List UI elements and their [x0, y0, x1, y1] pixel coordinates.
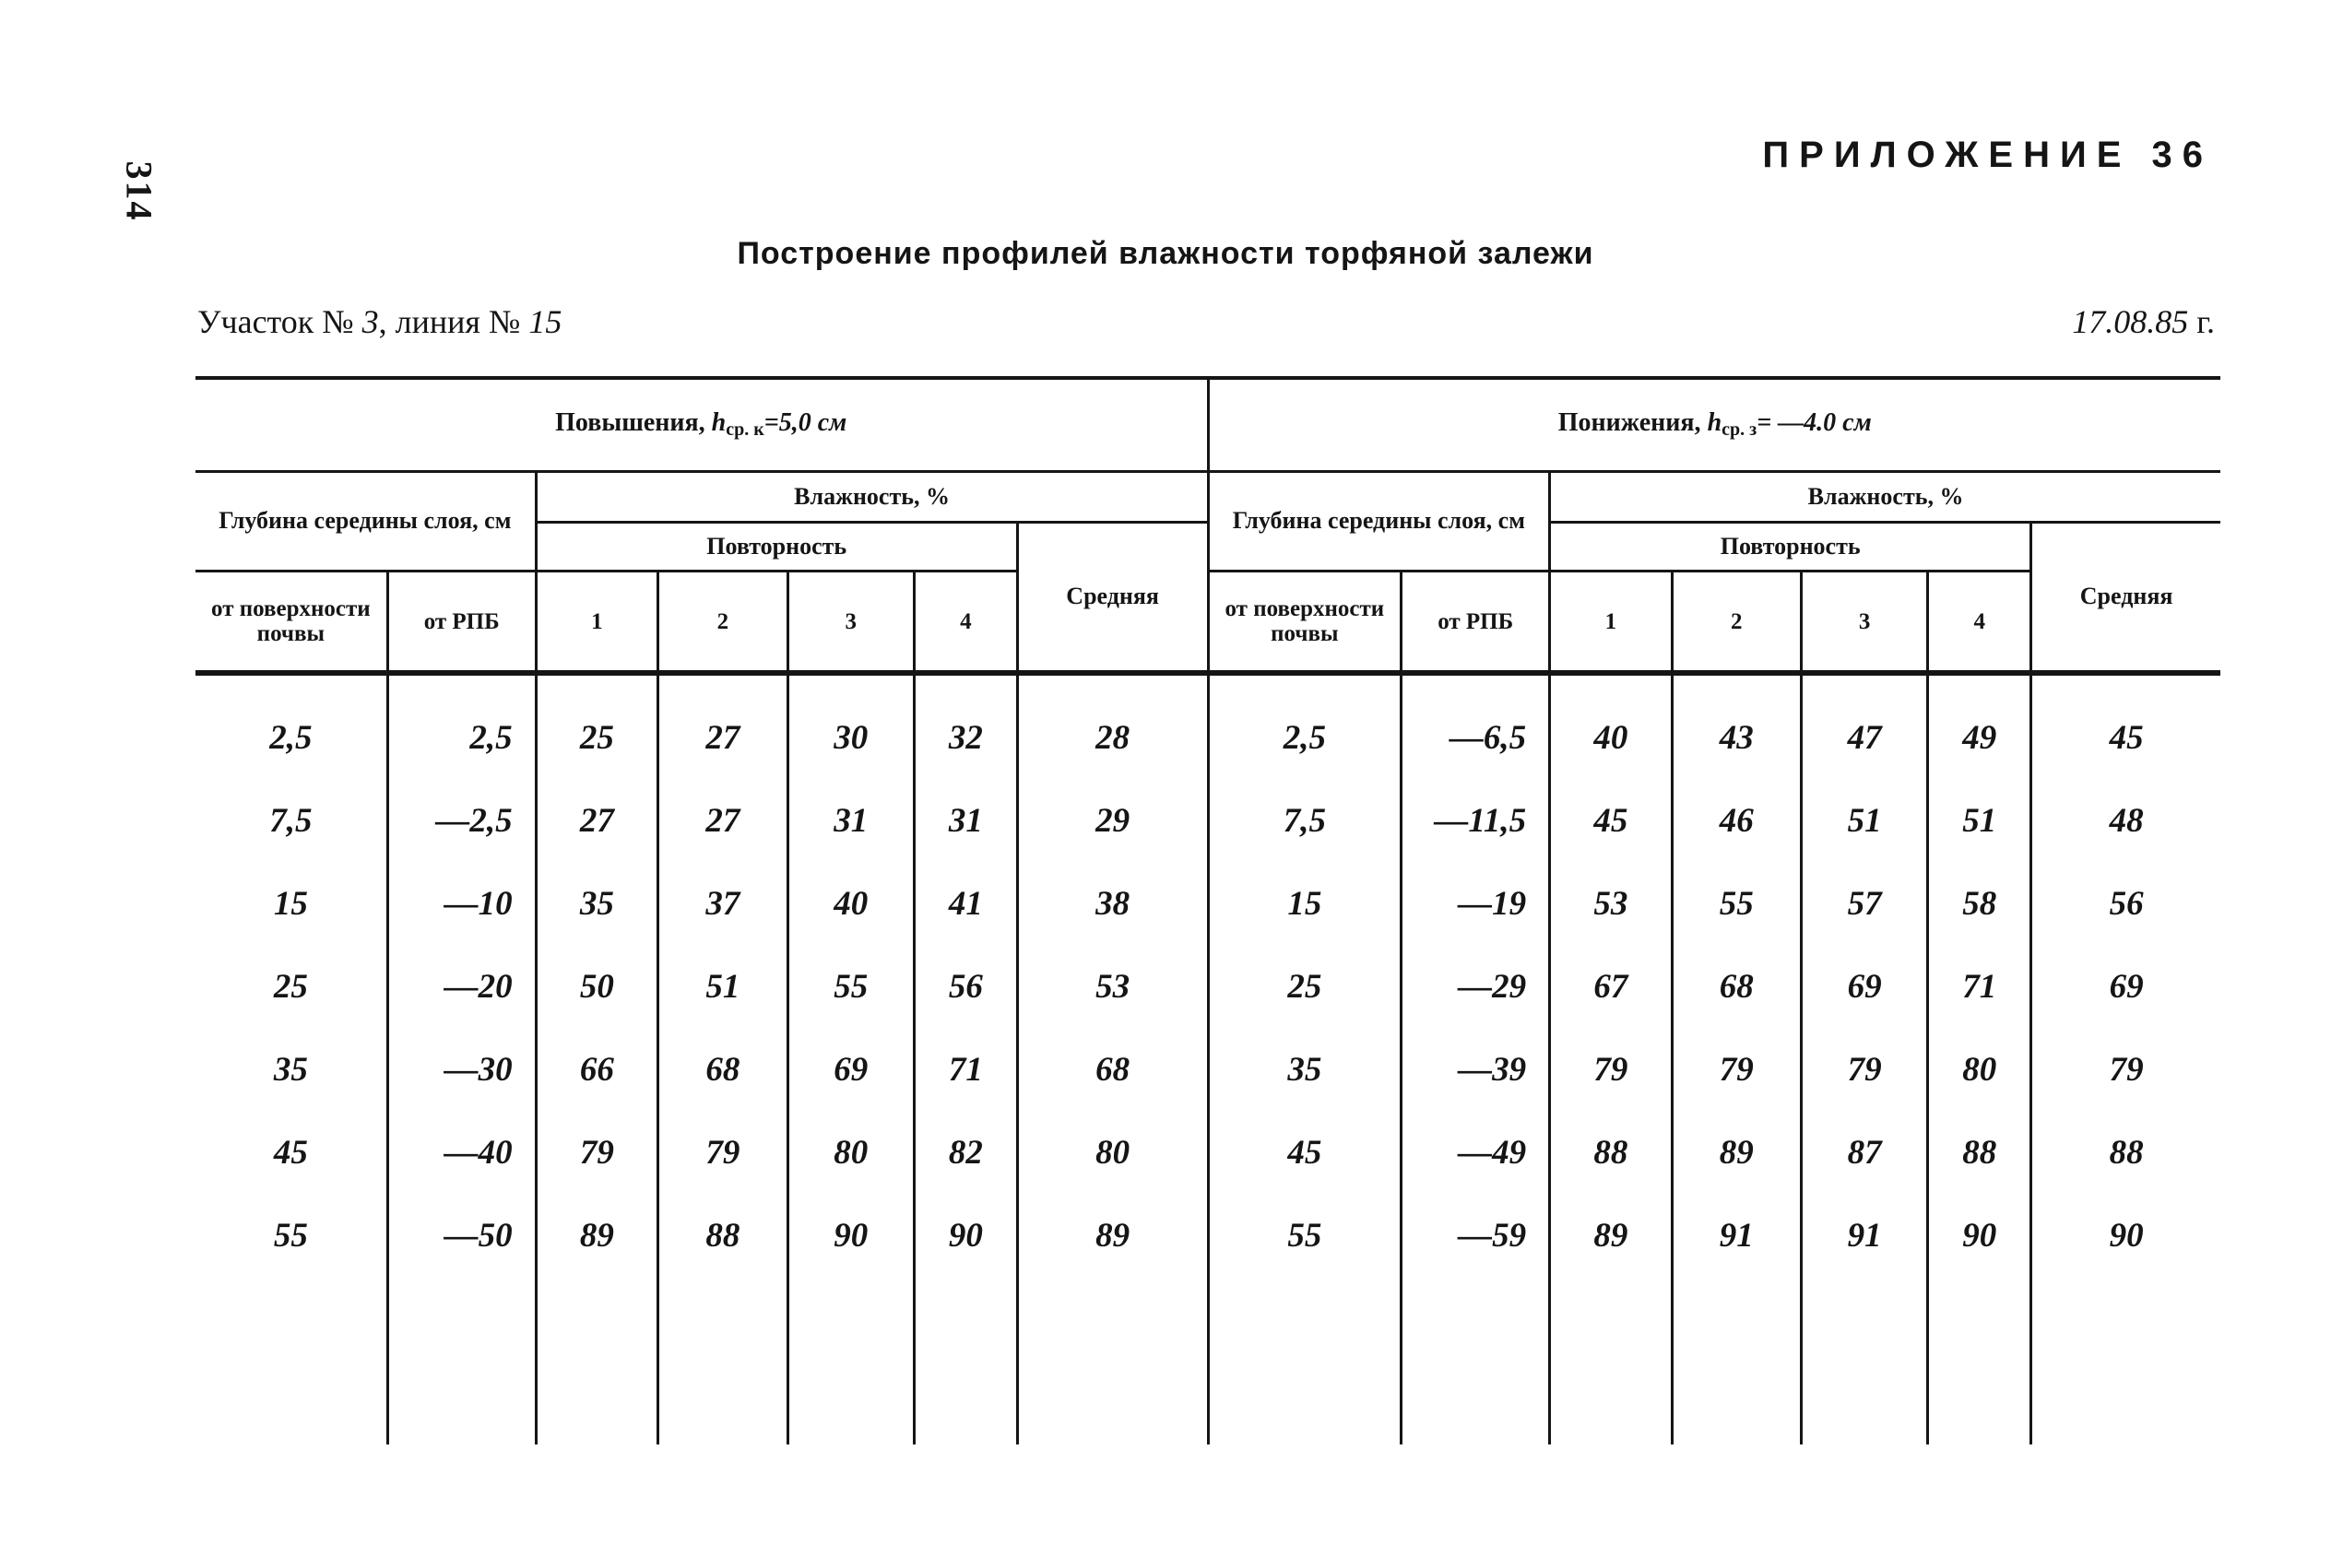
raised-table-row — [195, 779, 1207, 862]
lowered-table-row — [1210, 1028, 2221, 1111]
raised-repetition-3-value: 30 — [787, 673, 914, 779]
humidity-tables — [195, 376, 2220, 1444]
raised-empty-cell — [1017, 1277, 1206, 1444]
lowered-average-value: 79 — [2109, 1050, 2144, 1089]
lowered-moisture-header: Влажность, % — [1550, 472, 2220, 523]
lowered-average-value: 56 — [2109, 884, 2144, 923]
lowered-repetition-3-value: 87 — [1802, 1111, 1928, 1194]
lowered-surface-depth: 2,5 — [1210, 673, 1402, 779]
lowered-empty-cell — [1402, 1277, 1550, 1444]
raised-repetition-2-value: 51 — [658, 945, 787, 1028]
raised-repetition-4-value: 90 — [914, 1194, 1017, 1277]
lowered-repetition-3-value: 79 — [1802, 1028, 1928, 1111]
raised-rpb-depth: —2,5 — [387, 779, 536, 862]
lowered-table-row — [1210, 945, 2221, 1028]
lowered-repetition-2-value: 68 — [1672, 945, 1801, 1028]
raised-empty-cell — [195, 1277, 387, 1444]
raised-repetition-2-value: 37 — [658, 862, 787, 945]
raised-repetition-2-value: 27 — [658, 779, 787, 862]
raised-areas-table — [195, 380, 1207, 1444]
raised-repetition-3-value: 90 — [787, 1194, 914, 1277]
lowered-surface-depth: 15 — [1210, 862, 1402, 945]
lowered-repetition-3-value: 91 — [1802, 1194, 1928, 1277]
lowered-table-row — [1210, 779, 2221, 862]
lowered-repetition-4-value: 49 — [1928, 673, 2031, 779]
lowered-empty-cell — [1550, 1277, 1673, 1444]
date-line — [2072, 302, 2215, 341]
raised-repetition-4-value: 71 — [914, 1028, 1017, 1111]
site-prefix: Участок № — [197, 303, 362, 340]
raised-repetition-3-value: 40 — [787, 862, 914, 945]
lowered-areas-title: Понижения, — [1557, 408, 1708, 438]
raised-rpb-depth: 2,5 — [387, 673, 536, 779]
lowered-repetition-1-value: 67 — [1550, 945, 1673, 1028]
raised-repetition-1-value: 89 — [536, 1194, 658, 1277]
lowered-repetition-1-value: 88 — [1550, 1111, 1673, 1194]
raised-repetition-4-value: 41 — [914, 862, 1017, 945]
lowered-h-value: = —4.0 см — [1757, 408, 1872, 438]
raised-surface-depth: 35 — [195, 1028, 387, 1111]
raised-repetition-4-value: 32 — [914, 673, 1017, 779]
raised-repetition-4-value: 31 — [914, 779, 1017, 862]
raised-empty-cell — [914, 1277, 1017, 1444]
lowered-repetition-1-value: 40 — [1550, 673, 1673, 779]
raised-repetition-4-value: 82 — [914, 1111, 1017, 1194]
raised-table-row — [195, 673, 1207, 779]
date: 17.08.85 — [2072, 303, 2189, 340]
raised-repetition-3-value: 31 — [787, 779, 914, 862]
raised-surface-depth: 45 — [195, 1111, 387, 1194]
raised-repetition-1-value: 79 — [536, 1111, 658, 1194]
raised-average-value: 38 — [1095, 884, 1130, 923]
site-line — [197, 302, 562, 341]
raised-h-symbol: h — [711, 408, 727, 438]
lowered-rpb-depth: —11,5 — [1402, 779, 1550, 862]
lowered-average-value: 45 — [2109, 718, 2144, 757]
lowered-repetition-2-value: 46 — [1672, 779, 1801, 862]
raised-repetition-1-value: 35 — [536, 862, 658, 945]
lowered-depth-header: Глубина середины слоя, см — [1210, 472, 1550, 572]
lowered-repetition-1-value: 45 — [1550, 779, 1673, 862]
raised-empty-cell — [787, 1277, 914, 1444]
lowered-repetition-4-value: 80 — [1928, 1028, 2031, 1111]
lowered-table-row — [1210, 862, 2221, 945]
raised-average-value: 29 — [1095, 801, 1130, 840]
lowered-repetition-1-value: 53 — [1550, 862, 1673, 945]
raised-rpb-depth: —10 — [387, 862, 536, 945]
lowered-average-value: 69 — [2109, 967, 2144, 1006]
lowered-repetition-4-header: 4 — [1973, 608, 1985, 634]
raised-repetition-2-value: 68 — [658, 1028, 787, 1111]
lowered-repetition-4-value: 90 — [1928, 1194, 2031, 1277]
lowered-average-value: 48 — [2109, 801, 2144, 840]
lowered-areas-table — [1210, 380, 2221, 1444]
raised-rpb-depth: —40 — [387, 1111, 536, 1194]
raised-repetition-4-header: 4 — [960, 608, 972, 634]
raised-empty-cell — [658, 1277, 787, 1444]
raised-repetition-3-value: 55 — [787, 945, 914, 1028]
lowered-rpb-depth: —59 — [1402, 1194, 1550, 1277]
lowered-repetition-4-value: 88 — [1928, 1111, 2031, 1194]
lowered-repetition-1-value: 79 — [1550, 1028, 1673, 1111]
lowered-h-symbol: h — [1707, 408, 1722, 438]
raised-table-row — [195, 862, 1207, 945]
raised-repetition-1-value: 25 — [536, 673, 658, 779]
raised-rpb-depth-header: от РПБ — [387, 572, 536, 674]
raised-average-value: 89 — [1095, 1216, 1130, 1255]
raised-repetition-2-value: 79 — [658, 1111, 787, 1194]
lowered-repetition-2-header: 2 — [1672, 572, 1801, 674]
raised-repetition-3-value: 69 — [787, 1028, 914, 1111]
raised-surface-depth: 15 — [195, 862, 387, 945]
raised-h-subscript: ср. к — [726, 419, 764, 441]
raised-empty-cell — [536, 1277, 658, 1444]
lowered-rpb-depth: —39 — [1402, 1028, 1550, 1111]
line-prefix: , линия № — [378, 303, 529, 340]
lowered-surface-depth: 35 — [1210, 1028, 1402, 1111]
lowered-surface-depth: 45 — [1210, 1111, 1402, 1194]
lowered-repetition-3-value: 47 — [1802, 673, 1928, 779]
lowered-rpb-depth: —29 — [1402, 945, 1550, 1028]
raised-average-value: 53 — [1095, 967, 1130, 1006]
lowered-repetition-4-value: 51 — [1928, 779, 2031, 862]
raised-repetition-1-value: 50 — [536, 945, 658, 1028]
raised-repetition-3-header: 3 — [787, 572, 914, 674]
document-title: Построение профилей влажности торфяной залежи — [737, 236, 1594, 271]
lowered-repetition-header: Повторность — [1550, 523, 2031, 572]
raised-table-row — [195, 1111, 1207, 1194]
raised-surface-depth: 55 — [195, 1194, 387, 1277]
lowered-repetition-2-value: 89 — [1672, 1111, 1801, 1194]
raised-surface-depth: 7,5 — [195, 779, 387, 862]
page-number: 314 — [118, 160, 160, 222]
lowered-repetition-3-value: 69 — [1802, 945, 1928, 1028]
lowered-average-value: 88 — [2109, 1133, 2144, 1172]
raised-average-header: Средняя — [1017, 523, 1206, 674]
lowered-table-empty-space — [1210, 1277, 2221, 1444]
lowered-repetition-2-value: 79 — [1672, 1028, 1801, 1111]
raised-repetition-2-value: 88 — [658, 1194, 787, 1277]
raised-average-value: 68 — [1095, 1050, 1130, 1089]
raised-moisture-header: Влажность, % — [536, 472, 1206, 523]
raised-table-row — [195, 945, 1207, 1028]
raised-repetition-header: Повторность — [536, 523, 1017, 572]
raised-repetition-3-value: 80 — [787, 1111, 914, 1194]
raised-areas-header — [195, 380, 1207, 472]
lowered-rpb-depth: —49 — [1402, 1111, 1550, 1194]
lowered-empty-cell — [1802, 1277, 1928, 1444]
lowered-table-row — [1210, 1111, 2221, 1194]
lowered-repetition-1-header: 1 — [1550, 572, 1673, 674]
raised-depth-header: Глубина середины слоя, см — [195, 472, 536, 572]
appendix-title: ПРИЛОЖЕНИЕ 36 — [1762, 135, 2213, 175]
raised-surface-depth-header: от поверхности почвы — [195, 572, 387, 674]
lowered-rpb-depth: —6,5 — [1402, 673, 1550, 779]
lowered-repetition-3-header: 3 — [1802, 572, 1928, 674]
site-number: 3 — [361, 303, 379, 340]
lowered-surface-depth: 7,5 — [1210, 779, 1402, 862]
lowered-table-row — [1210, 1194, 2221, 1277]
lowered-surface-depth-header: от поверхности почвы — [1210, 572, 1402, 674]
raised-rpb-depth: —30 — [387, 1028, 536, 1111]
raised-repetition-2-header: 2 — [658, 572, 787, 674]
lowered-areas-header — [1210, 380, 2221, 472]
raised-table-row — [195, 1028, 1207, 1111]
lowered-repetition-1-value: 89 — [1550, 1194, 1673, 1277]
raised-table-empty-space — [195, 1277, 1207, 1444]
line-number: 15 — [528, 303, 562, 340]
lowered-rpb-depth-header: от РПБ — [1402, 572, 1550, 674]
raised-areas-title: Повышения, — [555, 408, 712, 438]
lowered-repetition-4-value: 71 — [1928, 945, 2031, 1028]
lowered-empty-cell — [1928, 1277, 2031, 1444]
lowered-h-subscript: ср. з — [1722, 419, 1757, 441]
raised-areas-table-block — [195, 380, 1210, 1444]
raised-empty-cell — [387, 1277, 536, 1444]
lowered-table-row — [1210, 673, 2221, 779]
lowered-rpb-depth: —19 — [1402, 862, 1550, 945]
raised-rpb-depth: —20 — [387, 945, 536, 1028]
lowered-repetition-2-value: 91 — [1672, 1194, 1801, 1277]
raised-repetition-1-value: 27 — [536, 779, 658, 862]
raised-surface-depth: 2,5 — [195, 673, 387, 779]
raised-table-row — [195, 1194, 1207, 1277]
raised-rpb-depth: —50 — [387, 1194, 536, 1277]
raised-h-value: =5,0 см — [763, 408, 847, 438]
raised-surface-depth: 25 — [195, 945, 387, 1028]
lowered-repetition-2-value: 43 — [1672, 673, 1801, 779]
lowered-average-header: Средняя — [2031, 523, 2220, 674]
lowered-areas-table-block — [1210, 380, 2221, 1444]
lowered-repetition-3-value: 51 — [1802, 779, 1928, 862]
lowered-repetition-2-value: 55 — [1672, 862, 1801, 945]
raised-average-value: 28 — [1095, 718, 1130, 757]
raised-repetition-2-value: 27 — [658, 673, 787, 779]
lowered-empty-cell — [1210, 1277, 1402, 1444]
raised-average-value: 80 — [1095, 1133, 1130, 1172]
raised-repetition-1-value: 66 — [536, 1028, 658, 1111]
raised-repetition-4-value: 56 — [914, 945, 1017, 1028]
lowered-repetition-4-value: 58 — [1928, 862, 2031, 945]
lowered-empty-cell — [1672, 1277, 1801, 1444]
lowered-empty-cell — [2031, 1277, 2220, 1444]
raised-repetition-1-header: 1 — [536, 572, 658, 674]
lowered-surface-depth: 55 — [1210, 1194, 1402, 1277]
lowered-repetition-3-value: 57 — [1802, 862, 1928, 945]
date-suffix: г. — [2188, 303, 2215, 340]
lowered-average-value: 90 — [2109, 1216, 2144, 1255]
lowered-surface-depth: 25 — [1210, 945, 1402, 1028]
